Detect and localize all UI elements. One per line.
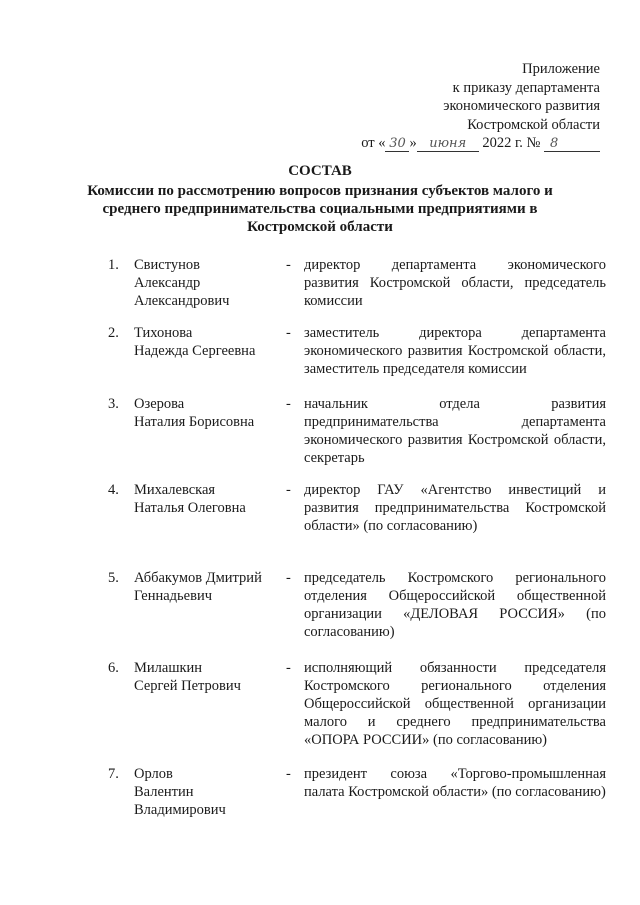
member-surname: Орлов bbox=[134, 766, 173, 782]
handwritten-order-number: 8 bbox=[544, 137, 600, 152]
department-line: экономического развития bbox=[443, 98, 600, 114]
appendix-label: Приложение bbox=[522, 61, 600, 77]
member-surname: Тихонова bbox=[134, 325, 193, 341]
member-dash: - bbox=[286, 325, 291, 341]
member-dash: - bbox=[286, 396, 291, 412]
member-position: председатель Костромского регионального отделения Общероссийской общественной организации «ДЕЛОВАЯ РОССИЯ» (по согласованию) bbox=[304, 570, 606, 640]
order-date-line bbox=[361, 134, 600, 153]
member-position: заместитель директора департамента экономического развития Костромской области, заместитель председателя комиссии bbox=[304, 325, 606, 377]
handwritten-day: 30 bbox=[385, 137, 409, 152]
member-first-name: Александр bbox=[134, 275, 201, 291]
member-first-name: Наталия Борисовна bbox=[134, 414, 255, 430]
member-first-name: Наталья Олеговна bbox=[134, 500, 246, 516]
member-position: директор департамента экономического развития Костромской области, председатель комиссии bbox=[304, 257, 606, 309]
document-title bbox=[0, 162, 640, 236]
member-name bbox=[134, 659, 284, 695]
member-name bbox=[134, 395, 284, 431]
date-year: 2022 г. № bbox=[482, 135, 541, 151]
member-name bbox=[134, 481, 284, 517]
member-number: 6. bbox=[108, 660, 119, 676]
member-name bbox=[134, 569, 284, 605]
appendix-header bbox=[361, 60, 600, 153]
member-surname: Милашкин bbox=[134, 660, 203, 676]
member-first-name: Надежда Сергеевна bbox=[134, 343, 256, 359]
member-name bbox=[134, 324, 284, 360]
member-position: директор ГАУ «Агентство инвестиций и развития предпринимательства Костромской области» (по согласованию) bbox=[304, 482, 606, 534]
member-dash: - bbox=[286, 660, 291, 676]
member-surname: Озерова bbox=[134, 396, 185, 412]
date-quote-close: » bbox=[409, 135, 417, 151]
member-dash: - bbox=[286, 257, 291, 273]
member-number: 1. bbox=[108, 257, 119, 273]
member-dash: - bbox=[286, 766, 291, 782]
member-number: 7. bbox=[108, 766, 119, 782]
member-number: 2. bbox=[108, 325, 119, 341]
member-first-name: Сергей Петрович bbox=[134, 678, 241, 694]
member-surname: Михалевская bbox=[134, 482, 216, 498]
title-subtitle: Комиссии по рассмотрению вопросов признания субъектов малого и среднего предпринимательства социальными предприятиями в Костромской области bbox=[87, 183, 553, 235]
member-patronymic: Владимирович bbox=[134, 802, 226, 818]
member-number: 5. bbox=[108, 570, 119, 586]
region-line: Костромской области bbox=[467, 116, 600, 133]
date-prefix: от « bbox=[361, 135, 386, 151]
member-position: начальник отдела развития предпринимательства департамента экономического развития Костромской области, секретарь bbox=[304, 396, 606, 466]
order-reference-line: к приказу департамента bbox=[452, 79, 600, 96]
member-first-name: Валентин bbox=[134, 784, 194, 800]
member-number: 3. bbox=[108, 396, 119, 412]
member-position: исполняющий обязанности председателя Костромского регионального отделения Общероссийской общественной организации малого и среднего предпринимательства «ОПОРА РОССИИ» (по согласованию) bbox=[304, 660, 606, 748]
member-surname: Аббакумов Дмитрий bbox=[134, 570, 262, 586]
member-patronymic: Александрович bbox=[134, 293, 230, 309]
member-surname: Свистунов bbox=[134, 257, 200, 273]
member-dash: - bbox=[286, 482, 291, 498]
member-position: президент союза «Торгово-промышленная палата Костромской области» (по согласованию) bbox=[304, 766, 606, 800]
handwritten-month: июня bbox=[417, 137, 479, 152]
member-number: 4. bbox=[108, 482, 119, 498]
member-name bbox=[134, 256, 284, 310]
member-name bbox=[134, 765, 284, 819]
member-dash: - bbox=[286, 570, 291, 586]
title-main: СОСТАВ bbox=[288, 163, 352, 179]
member-first-name: Геннадьевич bbox=[134, 588, 212, 604]
